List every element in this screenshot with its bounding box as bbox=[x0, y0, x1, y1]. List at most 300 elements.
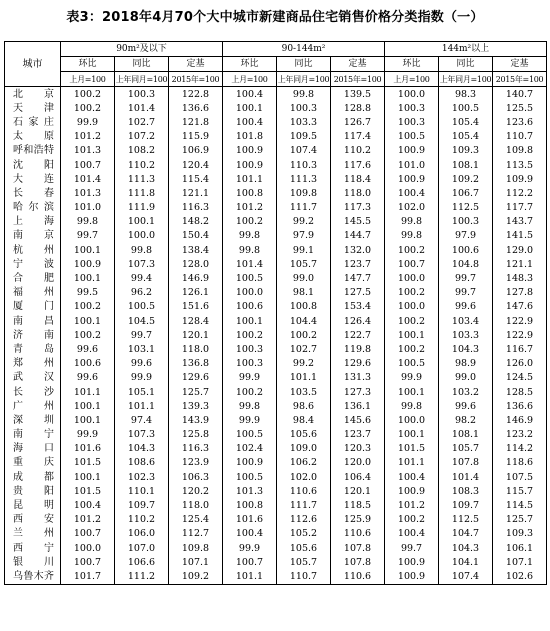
index-value-cell: 100.9 bbox=[223, 144, 277, 158]
table-row bbox=[5, 527, 547, 541]
index-value-cell: 150.4 bbox=[169, 229, 223, 243]
table-body bbox=[5, 87, 547, 585]
index-value-cell: 111.8 bbox=[115, 186, 169, 200]
index-value-cell: 104.3 bbox=[115, 442, 169, 456]
index-value-cell: 128.8 bbox=[331, 101, 385, 115]
index-value-cell: 100.2 bbox=[385, 243, 439, 257]
index-value-cell: 101.3 bbox=[61, 144, 115, 158]
index-value-cell: 101.1 bbox=[115, 399, 169, 413]
index-value-cell: 118.4 bbox=[331, 172, 385, 186]
index-value-cell: 100.1 bbox=[61, 399, 115, 413]
index-value-cell: 115.4 bbox=[169, 172, 223, 186]
index-value-cell: 107.8 bbox=[439, 456, 493, 470]
index-value-cell: 107.0 bbox=[115, 541, 169, 555]
index-value-cell: 110.6 bbox=[331, 527, 385, 541]
index-value-cell: 126.0 bbox=[493, 357, 547, 371]
index-value-cell: 100.9 bbox=[385, 172, 439, 186]
metric-header-fixed-base: 定基 bbox=[493, 57, 547, 72]
index-value-cell: 101.4 bbox=[223, 257, 277, 271]
index-value-cell: 100.1 bbox=[61, 470, 115, 484]
table-row bbox=[5, 229, 547, 243]
index-value-cell: 109.7 bbox=[115, 498, 169, 512]
index-value-cell: 123.6 bbox=[493, 115, 547, 129]
table-row bbox=[5, 470, 547, 484]
index-value-cell: 105.2 bbox=[277, 527, 331, 541]
index-value-cell: 100.7 bbox=[61, 158, 115, 172]
index-value-cell: 100.1 bbox=[223, 101, 277, 115]
table-row bbox=[5, 314, 547, 328]
index-value-cell: 148.3 bbox=[493, 271, 547, 285]
index-value-cell: 139.5 bbox=[331, 87, 385, 102]
index-value-cell: 121.1 bbox=[493, 257, 547, 271]
index-value-cell: 102.0 bbox=[385, 201, 439, 215]
index-value-cell: 102.0 bbox=[277, 470, 331, 484]
index-value-cell: 110.7 bbox=[493, 130, 547, 144]
index-value-cell: 100.3 bbox=[115, 87, 169, 102]
table-title: 表3：2018年4月70个大中城市新建商品住宅销售价格分类指数（一） bbox=[66, 10, 484, 25]
index-value-cell: 100.4 bbox=[385, 470, 439, 484]
index-value-cell: 100.4 bbox=[61, 498, 115, 512]
index-value-cell: 125.8 bbox=[169, 428, 223, 442]
index-value-cell: 101.1 bbox=[223, 569, 277, 584]
index-value-cell: 100.7 bbox=[61, 555, 115, 569]
index-value-cell: 114.5 bbox=[493, 498, 547, 512]
table-row bbox=[5, 144, 547, 158]
index-value-cell: 128.5 bbox=[493, 385, 547, 399]
index-value-cell: 129.0 bbox=[493, 243, 547, 257]
index-value-cell: 100.1 bbox=[385, 428, 439, 442]
index-value-cell: 108.1 bbox=[439, 428, 493, 442]
index-value-cell: 111.3 bbox=[277, 172, 331, 186]
index-value-cell: 112.7 bbox=[169, 527, 223, 541]
index-value-cell: 100.9 bbox=[223, 158, 277, 172]
index-value-cell: 136.1 bbox=[331, 399, 385, 413]
city-cell: 济南 bbox=[5, 328, 61, 342]
index-value-cell: 125.5 bbox=[493, 101, 547, 115]
index-value-cell: 124.5 bbox=[493, 371, 547, 385]
index-value-cell: 98.9 bbox=[439, 357, 493, 371]
index-value-cell: 100.3 bbox=[223, 342, 277, 356]
index-value-cell: 109.3 bbox=[493, 527, 547, 541]
index-value-cell: 101.0 bbox=[385, 158, 439, 172]
metric-header-yoy: 同比 bbox=[277, 57, 331, 72]
index-value-cell: 100.1 bbox=[223, 314, 277, 328]
city-cell: 厦门 bbox=[5, 300, 61, 314]
index-value-cell: 100.5 bbox=[385, 357, 439, 371]
index-value-cell: 125.4 bbox=[169, 513, 223, 527]
index-value-cell: 101.2 bbox=[61, 130, 115, 144]
table-row bbox=[5, 201, 547, 215]
index-value-cell: 145.6 bbox=[331, 413, 385, 427]
index-value-cell: 102.3 bbox=[115, 470, 169, 484]
index-value-cell: 100.1 bbox=[61, 314, 115, 328]
index-value-cell: 109.8 bbox=[493, 144, 547, 158]
index-value-cell: 132.0 bbox=[331, 243, 385, 257]
index-value-cell: 100.4 bbox=[223, 115, 277, 129]
index-value-cell: 105.7 bbox=[439, 442, 493, 456]
index-value-cell: 100.5 bbox=[223, 470, 277, 484]
index-value-cell: 139.3 bbox=[169, 399, 223, 413]
table-row bbox=[5, 569, 547, 584]
index-value-cell: 99.9 bbox=[223, 413, 277, 427]
base-header-2015: 2015年=100 bbox=[169, 72, 223, 87]
table-header bbox=[5, 42, 547, 87]
index-value-cell: 100.5 bbox=[115, 300, 169, 314]
table-row bbox=[5, 186, 547, 200]
city-cell: 长春 bbox=[5, 186, 61, 200]
table-row bbox=[5, 300, 547, 314]
index-value-cell: 136.6 bbox=[493, 399, 547, 413]
index-value-cell: 99.8 bbox=[61, 215, 115, 229]
index-value-cell: 100.1 bbox=[385, 328, 439, 342]
table-row bbox=[5, 115, 547, 129]
index-value-cell: 106.4 bbox=[331, 470, 385, 484]
metric-header-yoy: 同比 bbox=[439, 57, 493, 72]
index-value-cell: 110.6 bbox=[277, 484, 331, 498]
index-value-cell: 99.9 bbox=[223, 371, 277, 385]
index-value-cell: 110.7 bbox=[277, 569, 331, 584]
index-value-cell: 106.9 bbox=[169, 144, 223, 158]
index-value-cell: 100.3 bbox=[385, 101, 439, 115]
index-value-cell: 120.3 bbox=[331, 442, 385, 456]
index-value-cell: 141.5 bbox=[493, 229, 547, 243]
index-value-cell: 118.0 bbox=[331, 186, 385, 200]
index-value-cell: 100.0 bbox=[385, 87, 439, 102]
index-value-cell: 108.3 bbox=[439, 484, 493, 498]
index-value-cell: 100.7 bbox=[385, 257, 439, 271]
index-value-cell: 147.7 bbox=[331, 271, 385, 285]
base-header-prev-month: 上月=100 bbox=[61, 72, 115, 87]
index-value-cell: 102.6 bbox=[493, 569, 547, 584]
base-header-2015: 2015年=100 bbox=[331, 72, 385, 87]
index-value-cell: 109.9 bbox=[493, 172, 547, 186]
metric-header-fixed-base: 定基 bbox=[331, 57, 385, 72]
index-value-cell: 122.9 bbox=[493, 328, 547, 342]
city-cell: 成都 bbox=[5, 470, 61, 484]
table-row bbox=[5, 215, 547, 229]
index-value-cell: 105.7 bbox=[277, 257, 331, 271]
index-value-cell: 100.3 bbox=[439, 215, 493, 229]
index-value-cell: 138.4 bbox=[169, 243, 223, 257]
index-value-cell: 101.1 bbox=[277, 371, 331, 385]
index-value-cell: 99.8 bbox=[115, 243, 169, 257]
index-value-cell: 98.1 bbox=[277, 286, 331, 300]
index-value-cell: 101.2 bbox=[61, 513, 115, 527]
index-value-cell: 106.1 bbox=[493, 541, 547, 555]
index-value-cell: 111.3 bbox=[115, 172, 169, 186]
index-value-cell: 105.4 bbox=[439, 130, 493, 144]
index-value-cell: 103.3 bbox=[439, 328, 493, 342]
index-value-cell: 100.6 bbox=[223, 300, 277, 314]
index-value-cell: 110.3 bbox=[277, 158, 331, 172]
index-value-cell: 122.7 bbox=[331, 328, 385, 342]
index-value-cell: 107.4 bbox=[439, 569, 493, 584]
index-value-cell: 117.7 bbox=[493, 201, 547, 215]
index-value-cell: 100.2 bbox=[385, 314, 439, 328]
metric-header-yoy: 同比 bbox=[115, 57, 169, 72]
base-header-prev-year: 上年同月=100 bbox=[277, 72, 331, 87]
city-cell: 宁波 bbox=[5, 257, 61, 271]
table-row bbox=[5, 385, 547, 399]
index-value-cell: 104.8 bbox=[439, 257, 493, 271]
index-value-cell: 101.6 bbox=[223, 513, 277, 527]
table-row bbox=[5, 328, 547, 342]
index-value-cell: 110.6 bbox=[331, 569, 385, 584]
table-row bbox=[5, 101, 547, 115]
group-header-large: 144m²以上 bbox=[385, 42, 547, 57]
table-row bbox=[5, 555, 547, 569]
index-value-cell: 99.8 bbox=[277, 87, 331, 102]
index-value-cell: 100.8 bbox=[223, 498, 277, 512]
city-cell: 大连 bbox=[5, 172, 61, 186]
index-value-cell: 100.0 bbox=[385, 271, 439, 285]
index-value-cell: 99.1 bbox=[277, 243, 331, 257]
group-header-small: 90m²及以下 bbox=[61, 42, 223, 57]
index-value-cell: 111.7 bbox=[277, 498, 331, 512]
index-value-cell: 120.0 bbox=[331, 456, 385, 470]
index-value-cell: 101.2 bbox=[385, 498, 439, 512]
index-value-cell: 101.2 bbox=[223, 201, 277, 215]
index-value-cell: 109.0 bbox=[277, 442, 331, 456]
city-cell: 银川 bbox=[5, 555, 61, 569]
index-value-cell: 97.4 bbox=[115, 413, 169, 427]
index-value-cell: 100.2 bbox=[223, 215, 277, 229]
index-value-cell: 99.2 bbox=[277, 215, 331, 229]
base-header-prev-year: 上年同月=100 bbox=[115, 72, 169, 87]
index-value-cell: 99.7 bbox=[61, 229, 115, 243]
index-value-cell: 100.9 bbox=[223, 456, 277, 470]
index-value-cell: 107.4 bbox=[277, 144, 331, 158]
index-value-cell: 98.6 bbox=[277, 399, 331, 413]
table-row bbox=[5, 498, 547, 512]
index-value-cell: 107.3 bbox=[115, 428, 169, 442]
group-header-medium: 90-144m² bbox=[223, 42, 385, 57]
index-value-cell: 125.7 bbox=[493, 513, 547, 527]
index-value-cell: 99.6 bbox=[61, 342, 115, 356]
index-value-cell: 96.2 bbox=[115, 286, 169, 300]
index-value-cell: 109.7 bbox=[439, 498, 493, 512]
table-row bbox=[5, 399, 547, 413]
price-index-table-container bbox=[4, 41, 547, 585]
index-value-cell: 100.9 bbox=[385, 484, 439, 498]
index-value-cell: 121.1 bbox=[169, 186, 223, 200]
index-value-cell: 101.4 bbox=[61, 172, 115, 186]
index-value-cell: 100.0 bbox=[115, 229, 169, 243]
index-value-cell: 100.5 bbox=[223, 271, 277, 285]
index-value-cell: 100.1 bbox=[115, 215, 169, 229]
index-value-cell: 101.3 bbox=[223, 484, 277, 498]
index-value-cell: 100.8 bbox=[277, 300, 331, 314]
index-value-cell: 105.6 bbox=[277, 541, 331, 555]
index-value-cell: 100.7 bbox=[223, 555, 277, 569]
city-cell: 南宁 bbox=[5, 428, 61, 442]
index-value-cell: 128.0 bbox=[169, 257, 223, 271]
index-value-cell: 119.8 bbox=[331, 342, 385, 356]
index-value-cell: 118.5 bbox=[331, 498, 385, 512]
city-column-header: 城市 bbox=[5, 42, 61, 87]
table-row bbox=[5, 442, 547, 456]
index-value-cell: 100.3 bbox=[277, 101, 331, 115]
index-value-cell: 100.2 bbox=[277, 328, 331, 342]
index-value-cell: 105.6 bbox=[277, 428, 331, 442]
index-value-cell: 97.9 bbox=[439, 229, 493, 243]
index-value-cell: 122.9 bbox=[493, 314, 547, 328]
index-value-cell: 100.2 bbox=[385, 342, 439, 356]
index-value-cell: 120.4 bbox=[169, 158, 223, 172]
city-cell: 贵阳 bbox=[5, 484, 61, 498]
index-value-cell: 120.2 bbox=[169, 484, 223, 498]
index-value-cell: 105.7 bbox=[277, 555, 331, 569]
table-row bbox=[5, 413, 547, 427]
index-value-cell: 107.2 bbox=[115, 130, 169, 144]
index-value-cell: 111.7 bbox=[277, 201, 331, 215]
table-row bbox=[5, 130, 547, 144]
index-value-cell: 106.7 bbox=[439, 186, 493, 200]
city-cell: 哈尔滨 bbox=[5, 201, 61, 215]
index-value-cell: 107.8 bbox=[331, 541, 385, 555]
index-value-cell: 143.9 bbox=[169, 413, 223, 427]
index-value-cell: 123.2 bbox=[493, 428, 547, 442]
index-value-cell: 100.9 bbox=[385, 555, 439, 569]
index-value-cell: 98.4 bbox=[277, 413, 331, 427]
city-cell: 呼和浩特 bbox=[5, 144, 61, 158]
index-value-cell: 99.8 bbox=[223, 399, 277, 413]
index-value-cell: 113.5 bbox=[493, 158, 547, 172]
index-value-cell: 101.7 bbox=[61, 569, 115, 584]
table-row bbox=[5, 357, 547, 371]
index-value-cell: 114.2 bbox=[493, 442, 547, 456]
index-value-cell: 99.9 bbox=[61, 428, 115, 442]
city-cell: 合肥 bbox=[5, 271, 61, 285]
index-value-cell: 120.1 bbox=[169, 328, 223, 342]
index-value-cell: 107.1 bbox=[169, 555, 223, 569]
table-row bbox=[5, 371, 547, 385]
city-cell: 天津 bbox=[5, 101, 61, 115]
index-value-cell: 126.4 bbox=[331, 314, 385, 328]
index-value-cell: 112.6 bbox=[277, 513, 331, 527]
index-value-cell: 103.3 bbox=[277, 115, 331, 129]
index-value-cell: 105.4 bbox=[439, 115, 493, 129]
index-value-cell: 123.7 bbox=[331, 428, 385, 442]
index-value-cell: 101.8 bbox=[223, 130, 277, 144]
index-value-cell: 100.0 bbox=[385, 413, 439, 427]
table-row bbox=[5, 271, 547, 285]
index-value-cell: 117.4 bbox=[331, 130, 385, 144]
index-value-cell: 99.6 bbox=[439, 399, 493, 413]
index-value-cell: 109.2 bbox=[439, 172, 493, 186]
index-value-cell: 100.4 bbox=[385, 527, 439, 541]
index-value-cell: 100.3 bbox=[223, 357, 277, 371]
index-value-cell: 100.6 bbox=[439, 243, 493, 257]
index-value-cell: 147.6 bbox=[493, 300, 547, 314]
index-value-cell: 109.2 bbox=[169, 569, 223, 584]
index-value-cell: 100.1 bbox=[61, 243, 115, 257]
index-value-cell: 100.4 bbox=[385, 186, 439, 200]
index-value-cell: 115.7 bbox=[493, 484, 547, 498]
city-cell: 太原 bbox=[5, 130, 61, 144]
index-value-cell: 100.6 bbox=[61, 357, 115, 371]
index-value-cell: 100.4 bbox=[223, 87, 277, 102]
index-value-cell: 99.8 bbox=[223, 243, 277, 257]
index-value-cell: 100.5 bbox=[223, 428, 277, 442]
city-cell: 广州 bbox=[5, 399, 61, 413]
index-value-cell: 100.5 bbox=[439, 101, 493, 115]
index-value-cell: 103.5 bbox=[277, 385, 331, 399]
index-value-cell: 123.9 bbox=[169, 456, 223, 470]
base-header-2015: 2015年=100 bbox=[493, 72, 547, 87]
index-value-cell: 111.9 bbox=[115, 201, 169, 215]
index-value-cell: 146.9 bbox=[169, 271, 223, 285]
index-value-cell: 104.1 bbox=[439, 555, 493, 569]
index-value-cell: 98.3 bbox=[439, 87, 493, 102]
index-value-cell: 99.6 bbox=[115, 357, 169, 371]
index-value-cell: 106.0 bbox=[115, 527, 169, 541]
index-value-cell: 125.9 bbox=[331, 513, 385, 527]
city-cell: 郑州 bbox=[5, 357, 61, 371]
index-value-cell: 108.1 bbox=[439, 158, 493, 172]
index-value-cell: 99.9 bbox=[385, 371, 439, 385]
table-row bbox=[5, 428, 547, 442]
index-value-cell: 100.7 bbox=[61, 527, 115, 541]
city-cell: 兰州 bbox=[5, 527, 61, 541]
index-value-cell: 100.9 bbox=[61, 257, 115, 271]
index-value-cell: 100.9 bbox=[385, 144, 439, 158]
index-value-cell: 99.9 bbox=[115, 371, 169, 385]
index-value-cell: 116.3 bbox=[169, 201, 223, 215]
index-value-cell: 146.9 bbox=[493, 413, 547, 427]
index-value-cell: 140.7 bbox=[493, 87, 547, 102]
index-value-cell: 144.7 bbox=[331, 229, 385, 243]
table-row bbox=[5, 257, 547, 271]
index-value-cell: 116.3 bbox=[169, 442, 223, 456]
table-row bbox=[5, 513, 547, 527]
city-cell: 南京 bbox=[5, 229, 61, 243]
index-value-cell: 104.7 bbox=[439, 527, 493, 541]
index-value-cell: 145.5 bbox=[331, 215, 385, 229]
metric-header-fixed-base: 定基 bbox=[169, 57, 223, 72]
index-value-cell: 99.6 bbox=[61, 371, 115, 385]
index-value-cell: 107.8 bbox=[331, 555, 385, 569]
index-value-cell: 126.1 bbox=[169, 286, 223, 300]
index-value-cell: 99.6 bbox=[439, 300, 493, 314]
base-header-prev-month: 上月=100 bbox=[223, 72, 277, 87]
index-value-cell: 98.2 bbox=[439, 413, 493, 427]
table-row bbox=[5, 541, 547, 555]
index-value-cell: 118.0 bbox=[169, 342, 223, 356]
index-value-cell: 102.4 bbox=[223, 442, 277, 456]
index-value-cell: 100.1 bbox=[385, 385, 439, 399]
index-value-cell: 110.2 bbox=[115, 158, 169, 172]
table-row bbox=[5, 172, 547, 186]
index-value-cell: 99.4 bbox=[115, 271, 169, 285]
index-value-cell: 117.6 bbox=[331, 158, 385, 172]
index-value-cell: 107.1 bbox=[493, 555, 547, 569]
metric-header-mom: 环比 bbox=[223, 57, 277, 72]
city-cell: 深圳 bbox=[5, 413, 61, 427]
index-value-cell: 97.9 bbox=[277, 229, 331, 243]
metric-header-mom: 环比 bbox=[61, 57, 115, 72]
index-value-cell: 102.7 bbox=[115, 115, 169, 129]
index-value-cell: 110.1 bbox=[115, 484, 169, 498]
index-value-cell: 117.3 bbox=[331, 201, 385, 215]
index-value-cell: 100.2 bbox=[61, 300, 115, 314]
index-value-cell: 136.8 bbox=[169, 357, 223, 371]
city-cell: 沈阳 bbox=[5, 158, 61, 172]
index-value-cell: 127.5 bbox=[331, 286, 385, 300]
index-value-cell: 125.7 bbox=[169, 385, 223, 399]
index-value-cell: 123.7 bbox=[331, 257, 385, 271]
index-value-cell: 115.9 bbox=[169, 130, 223, 144]
